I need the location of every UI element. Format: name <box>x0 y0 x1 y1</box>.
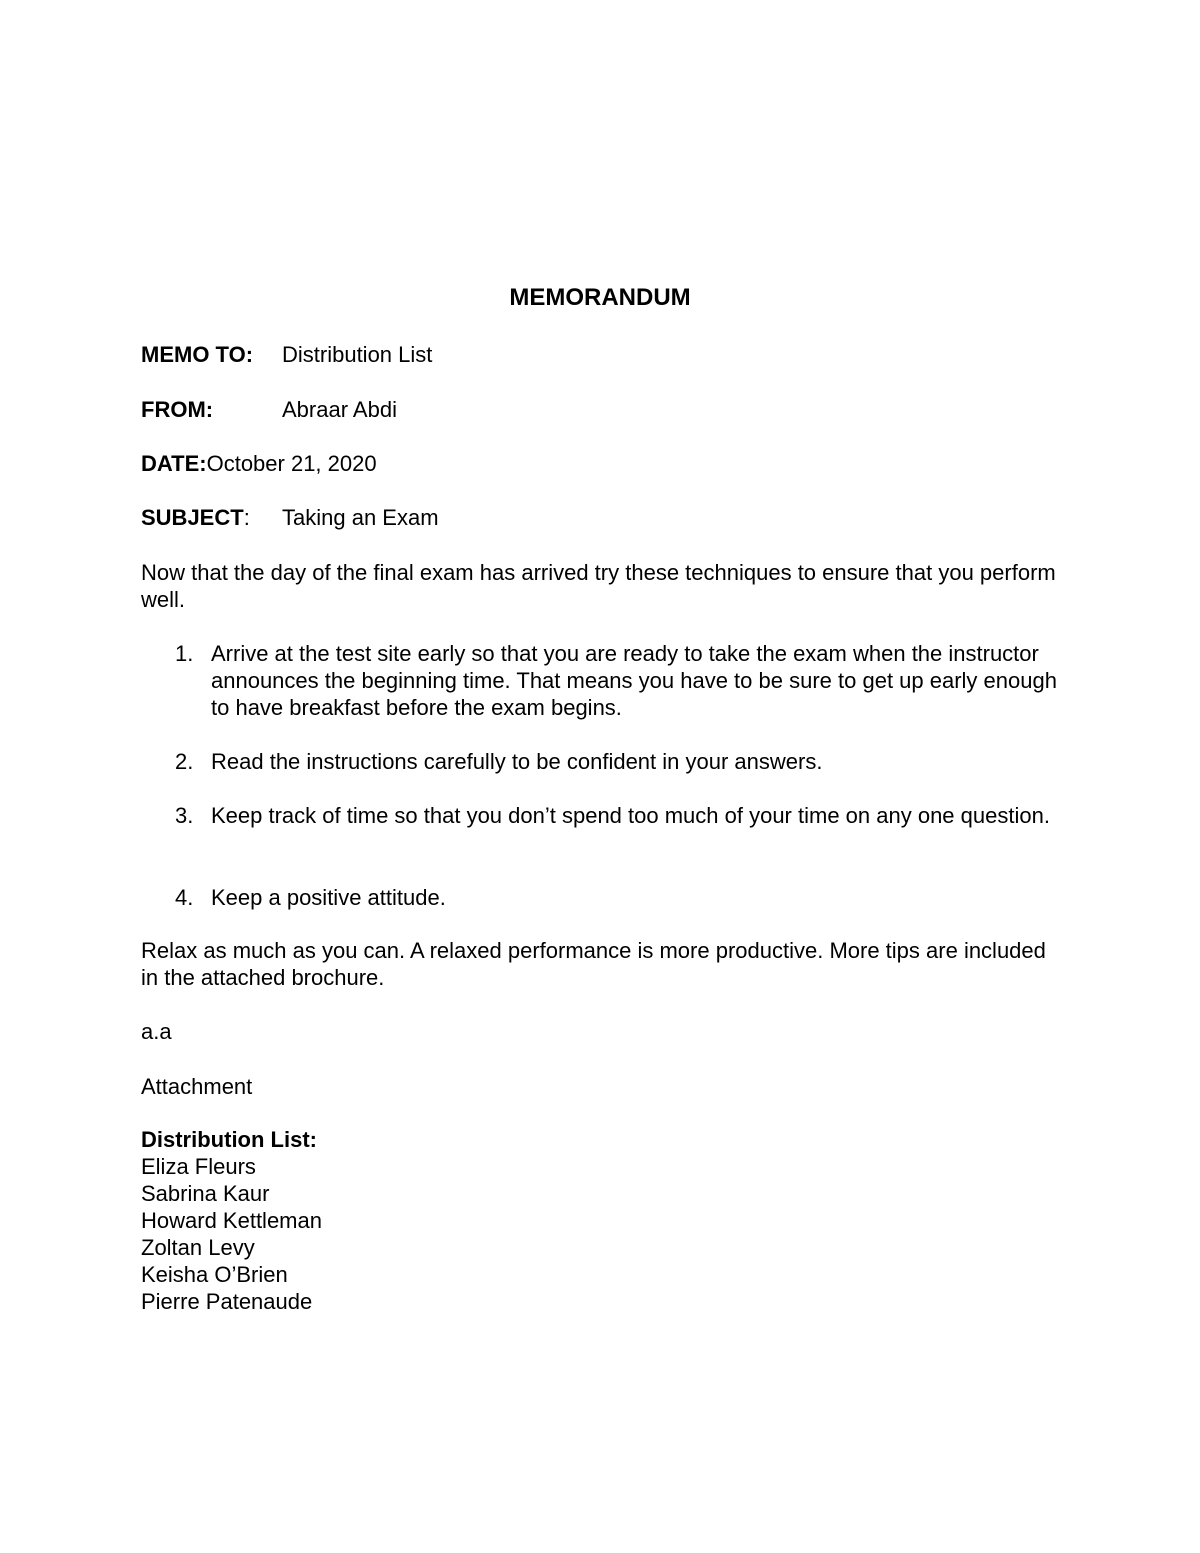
date-label: DATE: <box>141 451 207 476</box>
distribution-list <box>141 1153 322 1315</box>
list-item-text: Arrive at the test site early so that you are ready to take the exam when the instructor announces the beginning time. That means you have to be sure to get up early enough to have breakfast before the exam begins. <box>211 641 1057 720</box>
list-item-number: 1. <box>175 641 194 666</box>
subject-colon: : <box>243 505 250 530</box>
memo-to-line <box>141 341 433 368</box>
date-value: October 21, 2020 <box>206 451 377 476</box>
list-item-number: 4. <box>175 885 194 910</box>
date-line <box>141 450 377 477</box>
list-item: Zoltan Levy <box>141 1235 255 1260</box>
memo-to-value: Distribution List <box>282 342 433 367</box>
list-item: Howard Kettleman <box>141 1208 322 1233</box>
subject-label: SUBJECT <box>141 505 244 530</box>
from-line <box>141 396 397 423</box>
list-item: Pierre Patenaude <box>141 1289 313 1314</box>
list-item-text: Keep a positive attitude. <box>211 885 446 910</box>
list-item-text: Keep track of time so that you don’t spend too much of your time on any one question. <box>211 803 1050 828</box>
memo-title: MEMORANDUM <box>509 284 691 311</box>
intro-paragraph: Now that the day of the final exam has arrived try these techniques to ensure that you perform well. <box>141 560 1056 612</box>
initials: a.a <box>141 1019 172 1044</box>
list-item: Keisha O’Brien <box>141 1262 288 1287</box>
distribution-list-title: Distribution List: <box>141 1127 317 1152</box>
list-item-number: 3. <box>175 803 194 828</box>
from-value: Abraar Abdi <box>282 397 397 422</box>
list-item-text: Read the instructions carefully to be confident in your answers. <box>211 749 823 774</box>
memo-to-label: MEMO TO: <box>141 342 254 367</box>
attachment-notation: Attachment <box>141 1074 253 1099</box>
subject-line <box>141 504 439 531</box>
list-item: Sabrina Kaur <box>141 1181 270 1206</box>
from-label: FROM: <box>141 397 214 422</box>
closing-paragraph: Relax as much as you can. A relaxed performance is more productive. More tips are included in the attached brochure. <box>141 938 1046 990</box>
subject-value: Taking an Exam <box>282 505 439 530</box>
list-item-number: 2. <box>175 749 194 774</box>
list-item: Eliza Fleurs <box>141 1154 256 1179</box>
